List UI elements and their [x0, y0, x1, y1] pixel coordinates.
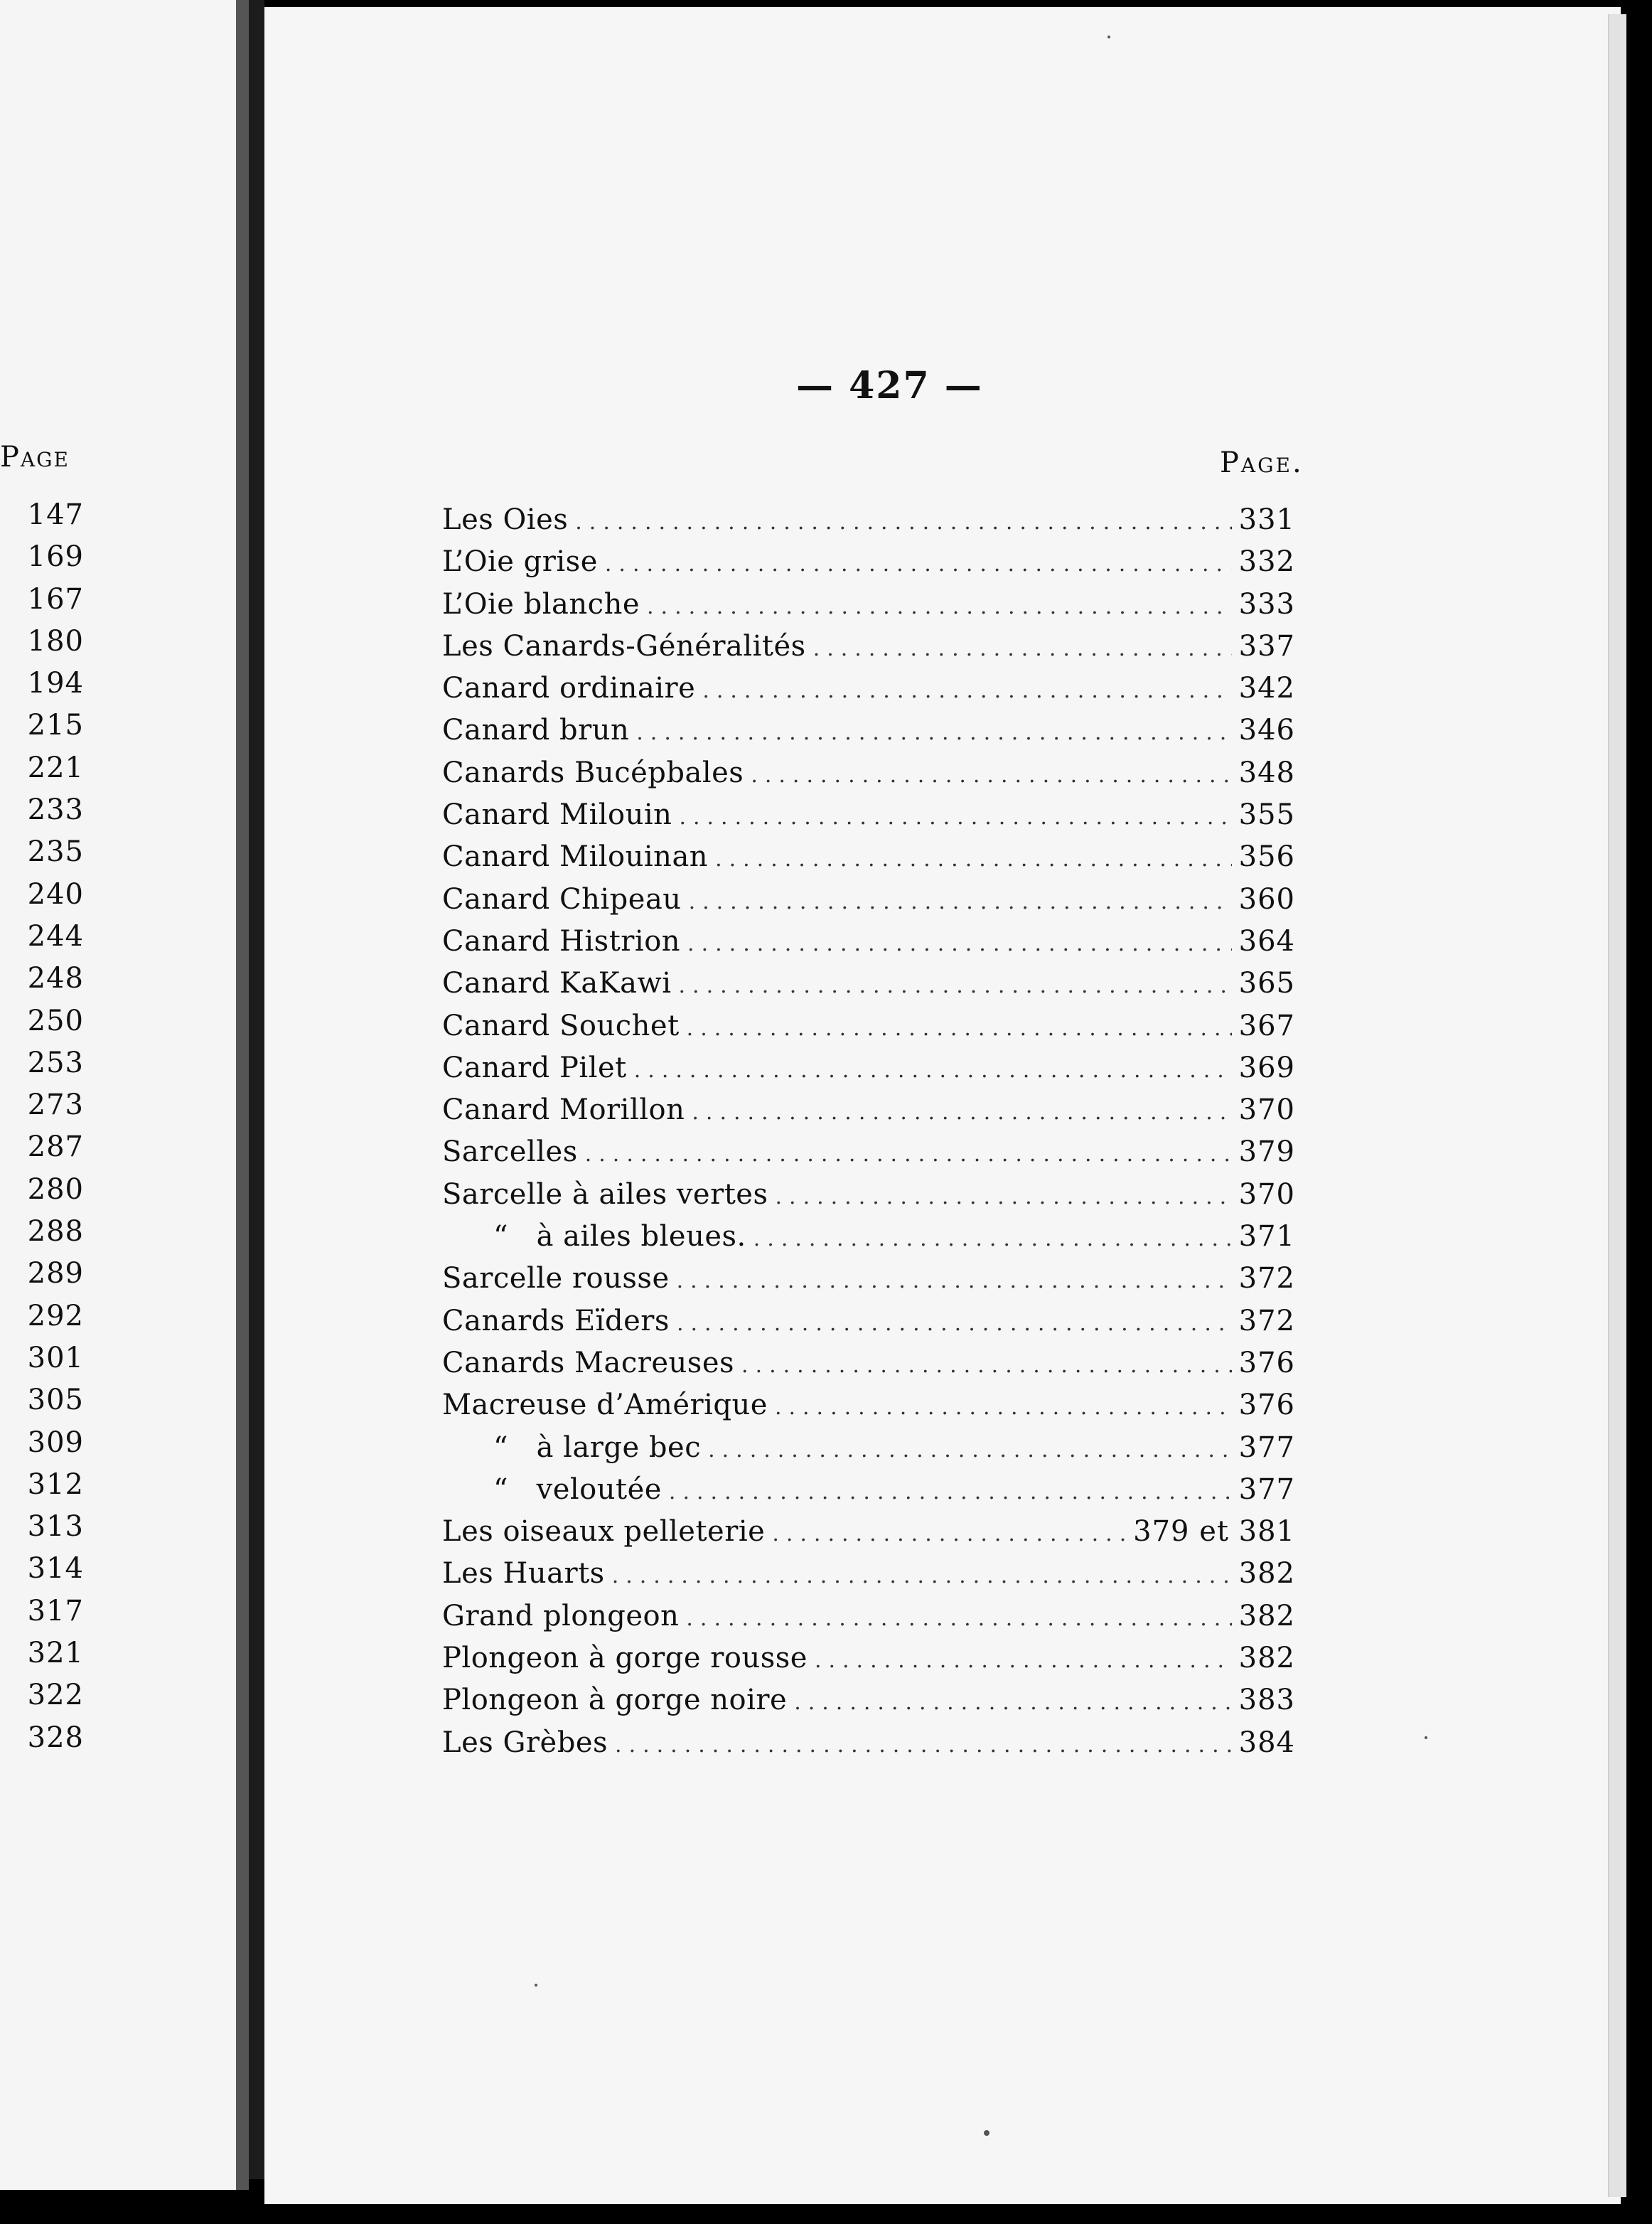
- dot-leader: [585, 1133, 1232, 1175]
- left-page-number: 240: [27, 877, 84, 911]
- dot-leader: [772, 1513, 1126, 1555]
- toc-entry-page: 376: [1238, 1346, 1295, 1379]
- toc-entry-page: 346: [1238, 714, 1295, 747]
- left-page-number: 180: [27, 624, 84, 658]
- toc-entry-title: Les Grèbes: [442, 1726, 608, 1759]
- left-page-number: 169: [27, 540, 84, 574]
- left-page-number: 305: [27, 1384, 84, 1417]
- toc-entry-title: Canards Bucépbales: [442, 756, 744, 789]
- toc-entry: [442, 626, 1295, 668]
- dot-leader: [715, 838, 1232, 880]
- dot-leader: [702, 670, 1231, 712]
- toc-entry: [442, 1469, 1295, 1511]
- toc-entry-title: Plongeon à gorge rousse: [442, 1642, 808, 1675]
- left-page-number: 322: [27, 1679, 84, 1712]
- dot-leader: [753, 1218, 1232, 1260]
- toc-entry: [442, 541, 1295, 583]
- toc-entry: [442, 668, 1295, 710]
- toc-entry-page: 337: [1238, 629, 1295, 663]
- left-page-number: 273: [27, 1089, 84, 1122]
- left-page-number: 312: [27, 1467, 84, 1501]
- toc-entry: [442, 794, 1295, 836]
- left-page-number: 317: [27, 1594, 84, 1627]
- toc-entry: [442, 1089, 1295, 1131]
- toc-entry: [442, 1342, 1295, 1384]
- dot-leader: [689, 881, 1232, 923]
- toc-entry-title: L’Oie grise: [442, 545, 598, 579]
- toc-entry-page: 370: [1238, 1177, 1295, 1211]
- toc-entry-title: “ à large bec: [493, 1431, 702, 1464]
- toc-entry: [442, 1553, 1295, 1595]
- toc-entry-page: 376: [1238, 1389, 1295, 1422]
- toc-entry-page: 382: [1238, 1642, 1295, 1675]
- dot-leader: [776, 1176, 1232, 1218]
- table-of-contents: [442, 499, 1295, 1764]
- toc-entry: [442, 1174, 1295, 1216]
- toc-entry-page: 377: [1238, 1472, 1295, 1506]
- toc-entry-title: “ à ailes bleues.: [493, 1220, 746, 1253]
- toc-entry-page: 333: [1238, 587, 1295, 621]
- dot-leader: [741, 1344, 1232, 1386]
- dot-leader: [687, 923, 1232, 965]
- left-page-number: 250: [27, 1004, 84, 1037]
- left-page-number: 167: [27, 582, 84, 616]
- toc-entry-title: Canard Souchet: [442, 1009, 680, 1042]
- toc-entry-title: Canard KaKawi: [442, 967, 672, 1000]
- dot-leader: [794, 1682, 1231, 1723]
- dot-leader: [751, 754, 1231, 796]
- toc-entry-page: 364: [1238, 924, 1295, 958]
- toc-entry-page: 365: [1238, 967, 1295, 1000]
- toc-entry: [442, 879, 1295, 921]
- left-page-number: 280: [27, 1172, 84, 1206]
- dot-leader: [575, 501, 1231, 543]
- toc-entry: [442, 1300, 1295, 1342]
- left-page-number: 248: [27, 962, 84, 995]
- toc-entry: [442, 752, 1295, 794]
- toc-entry: [442, 1384, 1295, 1426]
- left-page-number: 314: [27, 1552, 84, 1586]
- toc-entry-page: 360: [1238, 882, 1295, 916]
- toc-entry-title: Canard ordinaire: [442, 672, 696, 705]
- toc-entry: [442, 584, 1295, 626]
- toc-entry-title: Sarcelle rousse: [442, 1262, 670, 1295]
- toc-entry: [442, 1047, 1295, 1089]
- dot-leader: [686, 1598, 1231, 1640]
- toc-entry: [442, 1637, 1295, 1679]
- left-page-number: 244: [27, 919, 84, 953]
- toc-entry-title: Canard Pilet: [442, 1051, 627, 1084]
- dot-leader: [687, 1007, 1232, 1049]
- left-page-number: 321: [27, 1637, 84, 1670]
- toc-entry: [442, 1595, 1295, 1637]
- toc-entry-title: Sarcelles: [442, 1135, 578, 1169]
- dot-leader: [647, 586, 1232, 628]
- toc-entry-page: 384: [1238, 1726, 1295, 1759]
- toc-entry: [442, 1258, 1295, 1300]
- toc-entry-title: Macreuse d’Amérique: [442, 1389, 768, 1422]
- toc-entry-title: “ veloutée: [493, 1472, 662, 1506]
- toc-entry-page: 372: [1238, 1304, 1295, 1337]
- toc-entry-page: 355: [1238, 798, 1295, 832]
- left-page-number: 147: [27, 498, 84, 531]
- left-page-number: 292: [27, 1299, 84, 1332]
- dot-leader: [615, 1724, 1232, 1766]
- toc-entry-title: Les Canards-Généralités: [442, 629, 806, 663]
- toc-entry: [442, 1679, 1295, 1721]
- toc-entry: [442, 710, 1295, 752]
- left-page-number: 221: [27, 751, 84, 784]
- toc-entry-page: 377: [1238, 1431, 1295, 1464]
- left-page-number: 288: [27, 1215, 84, 1249]
- toc-entry-page: 379: [1238, 1135, 1295, 1169]
- book-spine: [236, 0, 249, 2190]
- toc-entry-title: Canard Histrion: [442, 924, 681, 958]
- toc-entry-title: Plongeon à gorge noire: [442, 1684, 788, 1717]
- toc-entry-title: Grand plongeon: [442, 1599, 680, 1632]
- left-page-number: 253: [27, 1046, 84, 1079]
- left-page-number: 313: [27, 1510, 84, 1544]
- toc-entry: [442, 836, 1295, 878]
- dot-leader: [775, 1386, 1232, 1428]
- toc-entry: [442, 1511, 1295, 1553]
- toc-entry-title: Canard Chipeau: [442, 882, 682, 916]
- toc-entry-page: 367: [1238, 1009, 1295, 1042]
- left-page-number: 328: [27, 1721, 84, 1754]
- toc-entry: [442, 921, 1295, 963]
- paper-speck: [984, 2130, 989, 2136]
- toc-entry: [442, 1722, 1295, 1764]
- toc-entry: [442, 1427, 1295, 1469]
- toc-entry-title: Les Huarts: [442, 1557, 605, 1591]
- toc-entry-title: Canards Eïders: [442, 1304, 670, 1337]
- left-column-header: Page: [0, 441, 70, 474]
- toc-entry-page: 372: [1238, 1262, 1295, 1295]
- page-number: — 427 —: [796, 364, 983, 407]
- left-page-number: 215: [27, 709, 84, 742]
- toc-entry-title: Sarcelle à ailes vertes: [442, 1177, 768, 1211]
- dot-leader: [679, 796, 1231, 838]
- left-page-numbers: [0, 494, 84, 1759]
- dot-leader: [677, 1303, 1232, 1344]
- toc-entry: [442, 1216, 1295, 1258]
- toc-entry-title: Canard Morillon: [442, 1094, 685, 1127]
- page-edge: [1608, 14, 1626, 2197]
- dot-leader: [815, 1640, 1232, 1682]
- toc-entry-title: Les Oies: [442, 503, 569, 536]
- paper-speck: [535, 1984, 537, 1987]
- toc-entry-title: Canard Milouinan: [442, 840, 709, 874]
- paper-speck: [1107, 36, 1110, 38]
- toc-entry: [442, 963, 1295, 1005]
- left-page: [0, 0, 236, 2190]
- paper-speck: [1425, 1736, 1427, 1739]
- dot-leader: [708, 1429, 1232, 1471]
- toc-entry-title: Canards Macreuses: [442, 1346, 735, 1379]
- toc-entry: [442, 1005, 1295, 1047]
- toc-entry-title: Les oiseaux pelleterie: [442, 1515, 766, 1549]
- toc-entry-page: 382: [1238, 1557, 1295, 1591]
- toc-entry-page: 331: [1238, 503, 1295, 536]
- toc-entry-title: Canard Milouin: [442, 798, 672, 832]
- toc-entry-page: 383: [1238, 1684, 1295, 1717]
- toc-entry-page: 342: [1238, 672, 1295, 705]
- dot-leader: [679, 965, 1232, 1007]
- dot-leader: [669, 1471, 1232, 1513]
- dot-leader: [636, 712, 1231, 754]
- toc-entry-page: 369: [1238, 1051, 1295, 1084]
- toc-entry-page: 356: [1238, 840, 1295, 874]
- dot-leader: [605, 543, 1232, 585]
- left-page-number: 235: [27, 835, 84, 869]
- dot-leader: [634, 1049, 1232, 1091]
- left-page-number: 309: [27, 1426, 84, 1459]
- left-page-number: 194: [27, 667, 84, 700]
- left-page-number: 301: [27, 1341, 84, 1374]
- left-page-number: 287: [27, 1130, 84, 1164]
- toc-entry-page: 371: [1238, 1220, 1295, 1253]
- toc-entry-title: Canard brun: [442, 714, 630, 747]
- left-page-number: 233: [27, 793, 84, 827]
- dot-leader: [677, 1260, 1232, 1302]
- toc-entry-page: 382: [1238, 1599, 1295, 1632]
- toc-entry-page: 370: [1238, 1094, 1295, 1127]
- left-page-number: 289: [27, 1257, 84, 1290]
- dot-leader: [692, 1091, 1231, 1133]
- gutter-shadow: [249, 0, 264, 2179]
- dot-leader: [813, 628, 1232, 670]
- toc-entry-page: 379 et 381: [1133, 1515, 1295, 1549]
- toc-entry: [442, 499, 1295, 541]
- dot-leader: [612, 1555, 1232, 1597]
- toc-entry-page: 332: [1238, 545, 1295, 579]
- toc-entry-title: L’Oie blanche: [442, 587, 640, 621]
- page-column-header: Page.: [1220, 447, 1304, 479]
- toc-entry: [442, 1131, 1295, 1173]
- toc-entry-page: 348: [1238, 756, 1295, 789]
